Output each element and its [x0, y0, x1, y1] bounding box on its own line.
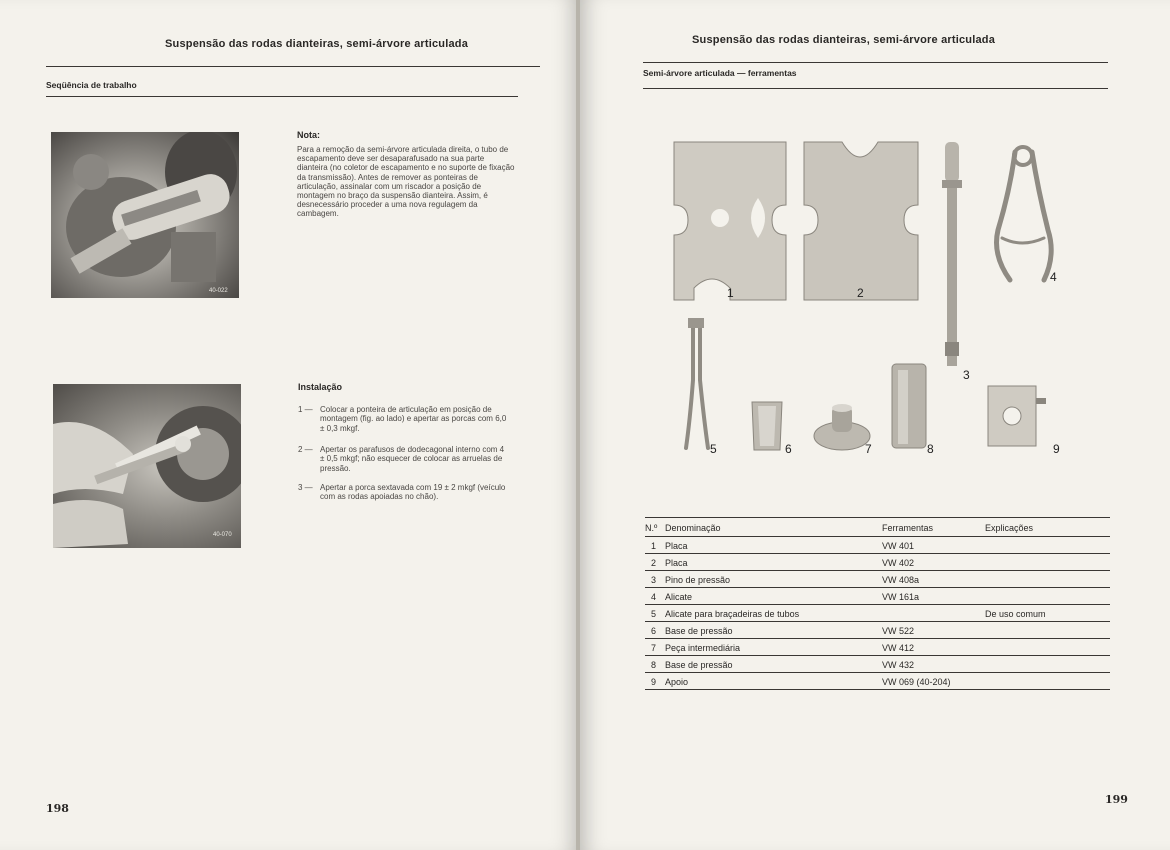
photo-installation [53, 384, 241, 548]
table-row [645, 673, 1110, 690]
note-body: Para a remoção da semi-árvore articulada direita, o tubo de escapamento deve ser desaparafusado na sua parte dianteira (no coletor de escapamento e no suporte de fixação da transmissão). Antes de remover as ponteiras de articulação, assinalar com um riscador a posição de montagem no braço da suspensão dianteira. Assim, é desnecessário proceder a uma nova regulagem da cambagem. [297, 145, 515, 219]
left-section-title: Seqüência de trabalho [46, 80, 137, 90]
row-tool: VW 432 [882, 660, 915, 670]
tool-label-5: 5 [710, 442, 717, 456]
right-running-head: Suspensão das rodas dianteiras, semi-árvore articulada [692, 34, 996, 46]
tool-label-4: 4 [1050, 270, 1057, 284]
step-number: 2 — [298, 445, 313, 454]
table-row [645, 639, 1110, 656]
left-section-rule [46, 96, 518, 97]
photo-driveshaft-removal [51, 132, 239, 298]
table-rule [645, 689, 1110, 690]
row-number: 7 [651, 643, 657, 653]
table-row [645, 605, 1110, 622]
tool-label-2: 2 [857, 286, 864, 300]
header-denominacao: Denominação [665, 523, 721, 533]
row-number: 3 [651, 575, 657, 585]
table-header-row [645, 519, 1110, 536]
table-row [645, 537, 1110, 554]
tool-label-8: 8 [927, 442, 934, 456]
row-tool: VW 069 (40-204) [882, 677, 951, 687]
right-section-title: Semi-árvore articulada — ferramentas [643, 68, 797, 78]
row-tool: VW 408a [882, 575, 920, 585]
tools-illustration [660, 130, 1080, 470]
left-running-head: Suspensão das rodas dianteiras, semi-árvore articulada [165, 38, 469, 50]
row-denomination: Base de pressão [665, 660, 733, 670]
table-row [645, 656, 1110, 673]
tool-label-3: 3 [963, 368, 970, 382]
row-tool: VW 161a [882, 592, 920, 602]
row-tool: VW 401 [882, 541, 915, 551]
installation-step-1 [298, 405, 513, 437]
tools-drawing [660, 130, 1080, 470]
step-number: 1 — [298, 405, 313, 414]
row-number: 1 [651, 541, 657, 551]
row-tool: VW 522 [882, 626, 915, 636]
row-number: 4 [651, 592, 657, 602]
table-row [645, 554, 1110, 571]
tool-plate-1 [674, 142, 786, 300]
left-page [0, 0, 578, 850]
left-header-rule [46, 66, 540, 67]
tool-intermediate-7 [814, 404, 870, 450]
table-row [645, 588, 1110, 605]
note-title: Nota: [297, 130, 320, 140]
row-denomination: Apoio [665, 677, 689, 687]
installation-step-3 [298, 483, 513, 515]
header-ferramentas: Ferramentas [882, 523, 934, 533]
row-denomination: Pino de pressão [665, 575, 731, 585]
row-number: 5 [651, 609, 657, 619]
tool-base-8 [892, 364, 926, 448]
tool-pin-3 [942, 142, 962, 366]
row-denomination: Placa [665, 558, 688, 568]
tool-support-9 [988, 386, 1046, 446]
installation-step-2 [298, 445, 513, 477]
header-explicacoes: Explicações [985, 523, 1034, 533]
step-text: Apertar os parafusos de dodecagonal interno com 4 ± 0,5 mkgf; não esquecer de colocar as arruelas de pressão. [320, 445, 505, 473]
tool-label-7: 7 [865, 442, 872, 456]
table-row [645, 571, 1110, 588]
row-explanation: De uso comum [985, 609, 1046, 619]
photo-installation-drawing [53, 384, 241, 548]
row-denomination: Alicate [665, 592, 693, 602]
photo1-code: 40-022 [209, 288, 228, 294]
tool-label-9: 9 [1053, 442, 1060, 456]
row-tool: VW 402 [882, 558, 915, 568]
installation-title: Instalação [298, 382, 343, 392]
tool-label-1: 1 [727, 286, 734, 300]
tool-pliers-4 [997, 147, 1052, 280]
tool-plate-2 [804, 142, 918, 300]
right-section-rule [643, 88, 1108, 89]
right-page-number: 199 [1105, 793, 1128, 806]
row-tool: VW 412 [882, 643, 915, 653]
right-header-rule [643, 62, 1108, 63]
photo-driveshaft-removal-drawing [51, 132, 239, 298]
row-denomination: Alicate para braçadeiras de tubos [665, 609, 800, 619]
row-number: 9 [651, 677, 657, 687]
step-number: 3 — [298, 483, 313, 492]
row-number: 6 [651, 626, 657, 636]
tool-label-6: 6 [785, 442, 792, 456]
tool-sleeve-6 [752, 402, 782, 450]
row-number: 2 [651, 558, 657, 568]
row-denomination: Placa [665, 541, 688, 551]
row-denomination: Base de pressão [665, 626, 733, 636]
step-text: Colocar a ponteira de articulação em posição de montagem (fig. ao lado) e apertar as porcas com 6,0 ± 0,3 mkgf. [320, 405, 507, 433]
tool-hose-pliers-5 [686, 318, 708, 448]
header-num: N.º [645, 523, 658, 533]
row-number: 8 [651, 660, 657, 670]
photo2-code: 40-070 [213, 532, 232, 538]
step-text: Apertar a porca sextavada com 19 ± 2 mkgf (veículo com as rodas apoiadas no chão). [320, 483, 506, 502]
table-row [645, 622, 1110, 639]
row-denomination: Peça intermediária [665, 643, 741, 653]
left-page-number: 198 [46, 802, 69, 815]
